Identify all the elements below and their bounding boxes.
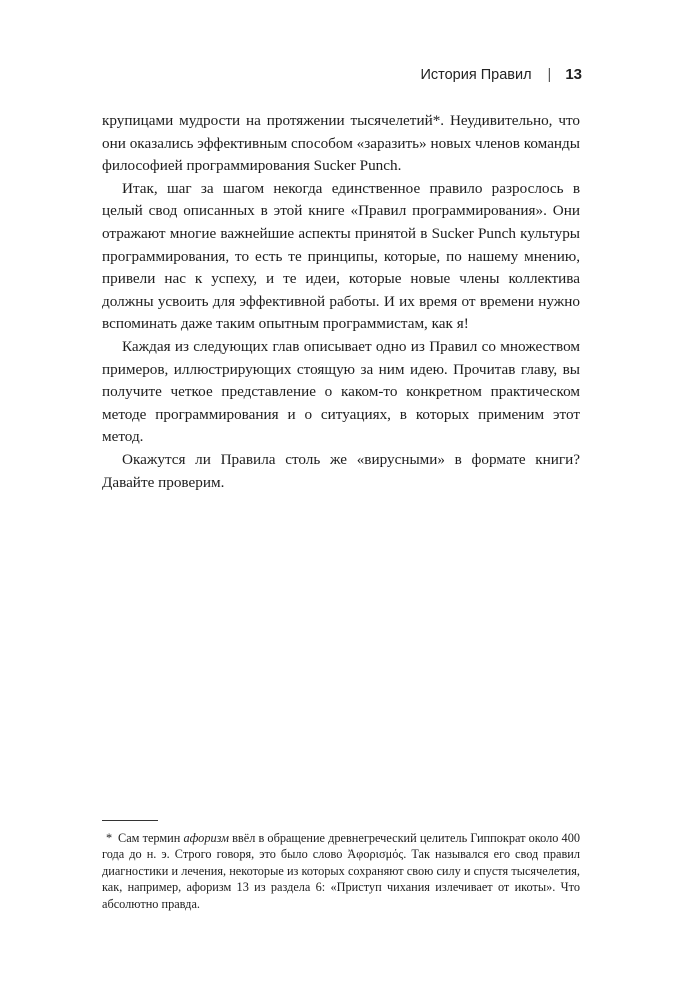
footnote-marker: *	[106, 831, 113, 845]
footnote-text-before: Сам термин	[118, 831, 184, 845]
paragraph-3: Каждая из следующих глав описывает одно из Правил со множеством примеров, иллюстрирующих стоящую за ним идею. Прочитав главу, вы получите четкое представление о каком-то конкретном практическом методе программирования и о ситуациях, в которых применим этот метод.	[102, 337, 580, 446]
main-text	[102, 110, 580, 494]
footnote-divider	[102, 820, 158, 821]
footnote	[102, 830, 580, 912]
section-title: История Правил	[420, 66, 532, 83]
page-number: 13	[565, 66, 582, 83]
footnote-text-after: ввёл в обращение древнегреческий целитель Гиппократ около 400 года до н. э. Строго говоря, это было слово Ἀφορισμός. Так назывался его свод правил диагностики и лечения, некоторые из которых сохраняют свою силу и спустя тысячелетия, как, например, афоризм 13 из раздела 6: «Приступ чихания излечивает от икоты». Что абсолютно правда.	[102, 831, 580, 911]
paragraph-2: Итак, шаг за шагом некогда единственное правило разрослось в целый свод описанных в этой книге «Правил программирования». Они отражают многие важнейшие аспекты принятой в Sucker Punch культуры программирования, то есть те принципы, которые, по нашему мнению, привели нас к успеху, и те идеи, которые новые члены коллектива должны усвоить для эффективной работы. И их время от времени нужно вспоминать даже таким опытным программистам, как я!	[102, 179, 580, 333]
running-header	[420, 66, 582, 83]
header-separator: |	[547, 66, 552, 83]
paragraph-1: крупицами мудрости на протяжении тысячелетий*. Неудивительно, что они оказались эффективным способом «заразить» новых членов команды философией программирования Sucker Punch.	[102, 112, 580, 175]
footnote-term: афоризм	[183, 831, 229, 845]
paragraph-4: Окажутся ли Правила столь же «вирусными» в формате книги? Давайте проверим.	[102, 450, 580, 491]
